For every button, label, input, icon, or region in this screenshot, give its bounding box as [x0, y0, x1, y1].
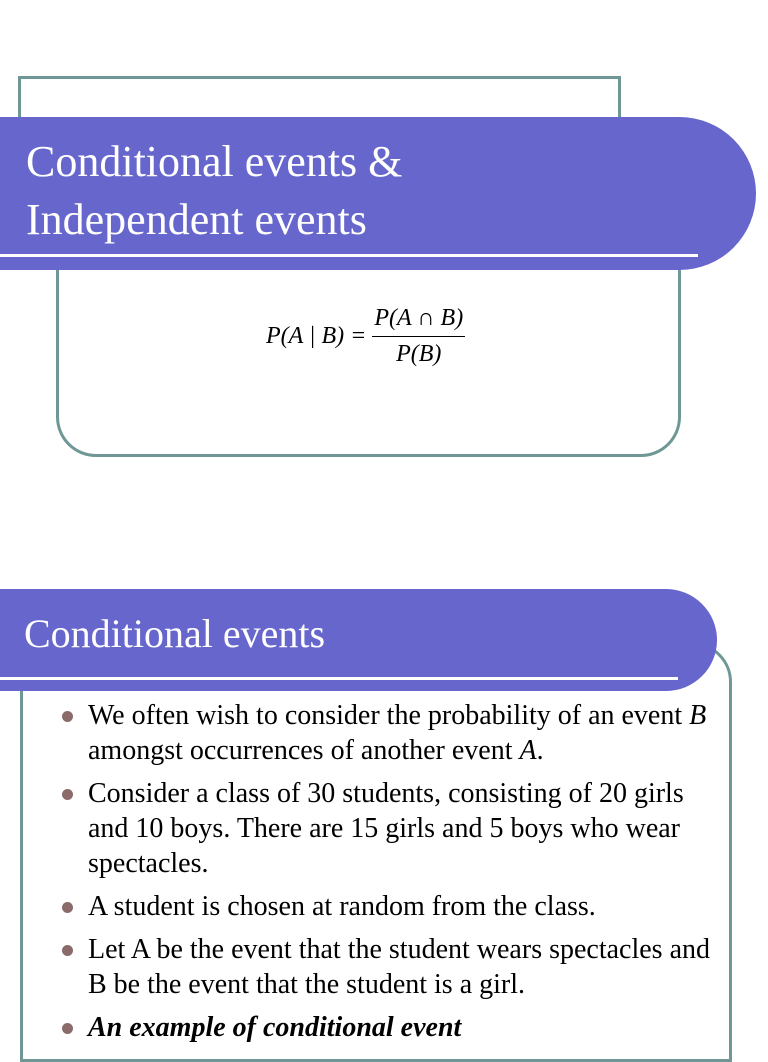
slide-title	[26, 133, 706, 249]
bullet-list	[60, 698, 710, 1053]
conditional-probability-formula	[266, 300, 465, 372]
slide-2	[0, 512, 768, 1043]
bullet-item: We often wish to consider the probability of an event B amongst occurrences of another event A.	[60, 698, 710, 768]
bullet-dot-icon	[62, 1023, 73, 1034]
formula-fraction	[372, 305, 465, 368]
title-line-2: Independent events	[26, 195, 367, 244]
bullet-dot-icon	[62, 711, 73, 722]
title-underline	[0, 677, 678, 680]
title-underline	[0, 254, 698, 257]
slide-1	[0, 0, 768, 512]
title-line-1: Conditional events &	[26, 137, 403, 186]
formula-denominator: P(B)	[396, 340, 442, 367]
bullet-dot-icon	[62, 945, 73, 956]
bullet-dot-icon	[62, 789, 73, 800]
slide-title: Conditional events	[24, 611, 326, 656]
bullet-item: Let A be the event that the student wears spectacles and B be the event that the student is a girl.	[60, 932, 710, 1002]
bullet-item: Consider a class of 30 students, consisting of 20 girls and 10 boys. There are 15 girls and 5 boys who wear spectacles.	[60, 776, 710, 881]
formula-numerator: P(A ∩ B)	[372, 305, 465, 337]
bullet-dot-icon	[62, 902, 73, 913]
bullet-item: An example of conditional event	[60, 1010, 710, 1045]
bullet-item: A student is chosen at random from the class.	[60, 889, 710, 924]
formula-lhs: P(A | B) =	[266, 322, 367, 349]
